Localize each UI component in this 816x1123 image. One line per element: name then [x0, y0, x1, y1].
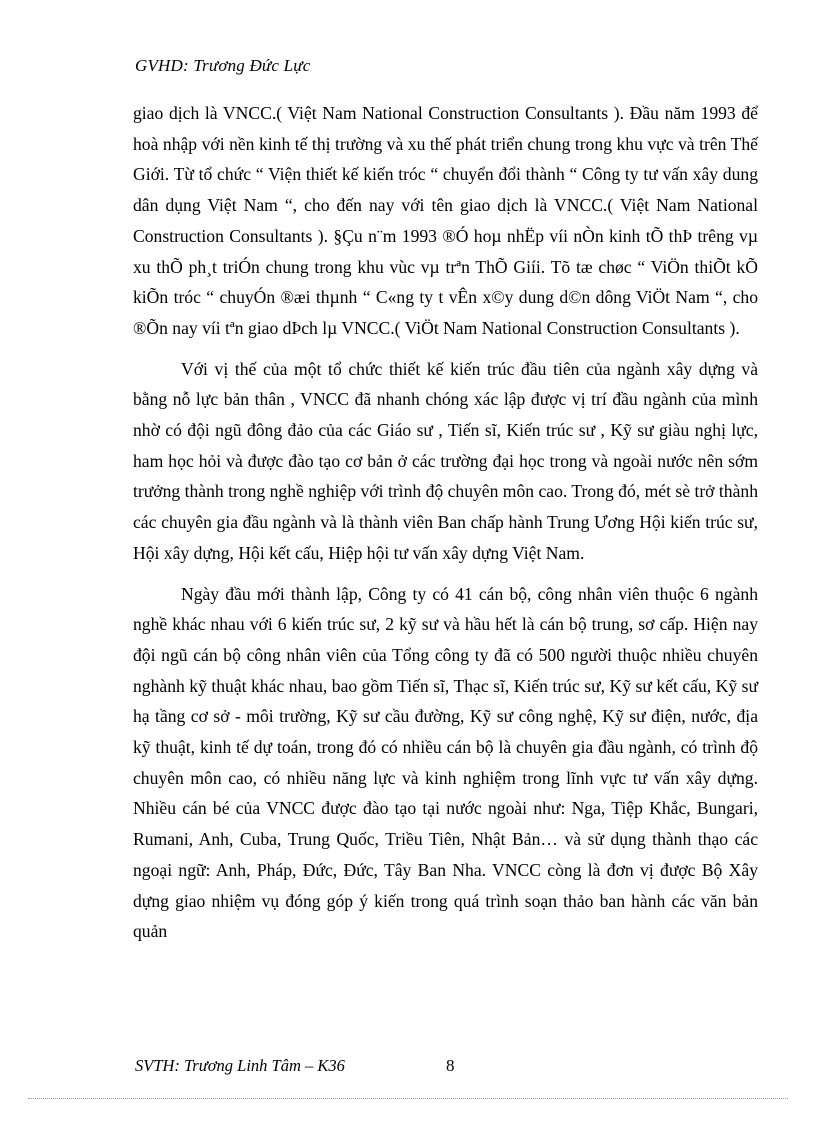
page-bottom-divider [28, 1098, 788, 1099]
paragraph-continuation: giao dịch là VNCC.( Việt Nam National Construction Consultants ). Đầu năm 1993 để hoà nhập với nền kinh tế thị trường và xu thế phát triển chung trong khu vực và trên Thế Giới. Từ tổ chức “ Viện thiết kế kiến tróc “ chuyển đổi thành “ Công ty tư vấn xây dung dân dụng Việt Nam “, cho đến nay với tên giao dịch là VNCC.( Việt Nam National Construction Consultants ). §Çu n¨m 1993 ®Ó hoµ nhËp víi nÒn kinh tÕ thÞ trêng vµ xu thÕ ph¸t triÓn chung trong khu vùc vµ trªn ThÕ Giíi. Tõ tæ chøc “ ViÖn thiÕt kÕ kiÕn tróc “ chuyÓn ®æi thµnh “ C«ng ty t vÊn x©y dung d©n dông ViÖt Nam “, cho ®Õn nay víi tªn giao dÞch lµ VNCC.( ViÖt Nam National Construction Consultants ). [133, 103, 758, 338]
document-body [133, 98, 758, 947]
paragraph-position: Với vị thế của một tổ chức thiết kế kiến trúc đầu tiên của ngành xây dựng và bằng nỗ lực bản thân , VNCC đã nhanh chóng xác lập được vị trí đầu ngành của mình nhờ có đội ngũ đông đảo của các Giáo sư , Tiến sĩ, Kiến trúc sư , Kỹ sư giàu nghị lực, ham học hỏi và được đào tạo cơ bản ở các trường đại học trong và ngoài nước nên sớm trưởng thành trong nghề nghiệp với trình độ chuyên môn cao. Trong đó, mét sè trở thành các chuyên gia đầu ngành và là thành viên Ban chấp hành Trung Ương Hội kiến trúc sư, Hội xây dựng, Hội kết cấu, Hiệp hội tư vấn xây dựng Việt Nam. [133, 358, 758, 563]
header-supervisor: GVHD: Trương Đức Lực [135, 56, 311, 75]
page-number: 8 [446, 1056, 455, 1075]
footer-student: SVTH: Trương Linh Tâm – K36 [135, 1056, 345, 1075]
paragraph-staff: Ngày đầu mới thành lập, Công ty có 41 cán bộ, công nhân viên thuộc 6 ngành nghề khác nhau với 6 kiến trúc sư, 2 kỹ sư và hầu hết là cán bộ trung, sơ cấp. Hiện nay đội ngũ cán bộ công nhân viên của Tổng công ty đã có 500 người thuộc nhiều chuyên nghành kỹ thuật khác nhau, bao gồm Tiến sĩ, Thạc sĩ, Kiến trúc sư, Kỹ sư kết cấu, Kỹ sư hạ tầng cơ sở - môi trường, Kỹ sư cầu đường, Kỹ sư công nghệ, Kỹ sư điện, nước, địa kỹ thuật, kinh tế dự toán, trong đó có nhiều cán bộ là chuyên gia đầu ngành, có trình độ chuyên môn cao, có nhiều năng lực và kinh nghiệm trong lĩnh vực tư vấn xây dựng. Nhiều cán bé của VNCC được đào tạo tại nước ngoài như: Nga, Tiệp Khắc, Bungari, Rumani, Anh, Cuba, Trung Quốc, Triều Tiên, Nhật Bản… và sử dụng thành thạo các ngoại ngữ: Anh, Pháp, Đức, Đức, Tây Ban Nha. VNCC còng là đơn vị được Bộ Xây dựng giao nhiệm vụ đóng góp ý kiến trong quá trình soạn thảo ban hành các văn bản quản [133, 583, 758, 942]
page-footer [135, 1056, 555, 1076]
